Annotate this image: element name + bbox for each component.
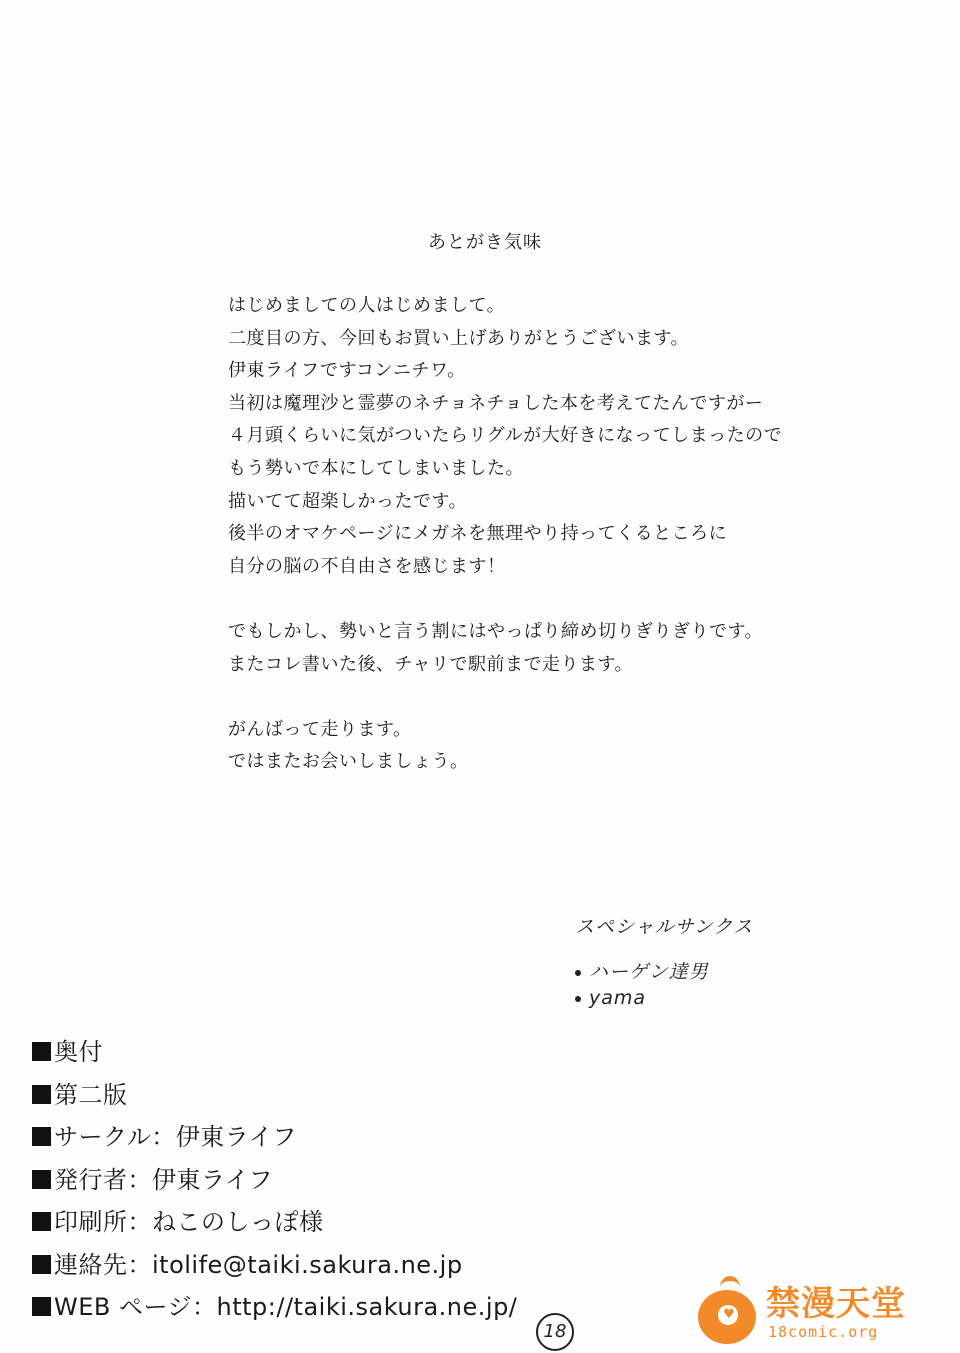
special-thanks-name: yama [589,987,647,1009]
colophon-row [32,1075,517,1118]
black-square-icon [32,1212,51,1231]
colophon-row [32,1202,517,1245]
colophon-text: 奥付 [54,1038,103,1066]
colophon-row [32,1245,517,1288]
afterword-line: ４月頭くらいに気がついたらリグルが大好きになってしまったので [228,425,783,447]
afterword-line: はじめましての人はじめまして。 [228,295,506,316]
special-thanks-item [575,987,753,1017]
colophon-text: WEB ページ：http://taiki.sakura.ne.jp/ [54,1293,518,1321]
afterword-line: ではまたお会いしましょう。 [228,751,469,773]
colophon-row [32,1160,517,1203]
watermark-url: 18comic.org [768,1323,879,1341]
colophon-text: 発行者：伊東ライフ [54,1165,274,1194]
afterword-title: あとがき気味 [428,232,542,253]
colophon-row [32,1117,517,1160]
afterword-line: 自分の脳の不自由さを感じます！ [228,555,506,577]
black-square-icon [32,1170,51,1189]
afterword-line: もう勢いで本にしてしまいました。 [228,457,524,479]
black-square-icon [32,1127,51,1146]
watermark-logo [698,1276,928,1346]
afterword-body [228,290,848,779]
paragraph-gap [228,583,848,616]
afterword-line: 後半のオマケページにメガネを無理やり持ってくるところに [228,523,728,545]
afterword-line: 伊東ライフですコンニチワ。 [228,360,466,382]
afterword-line: がんばって走ります。 [228,718,412,740]
page-number: 18 [536,1313,574,1351]
colophon-text: 印刷所：ねこのしっぽ様 [54,1208,324,1236]
colophon-text: 第二版 [54,1080,128,1109]
colophon-text: 連絡先：itolife@taiki.sakura.ne.jp [54,1250,463,1279]
special-thanks-item [575,957,753,987]
afterword-line: 描いてて超楽しかったです。 [228,490,468,512]
afterword-line: またコレ書いた後、チャリで駅前まで走ります。 [228,653,634,675]
bullet-icon [575,970,581,976]
mascot-tail-icon [720,1276,740,1299]
special-thanks [575,912,753,1017]
black-square-icon [32,1042,51,1061]
watermark-title: 禁漫天堂 [766,1284,906,1324]
afterword-line: 当初は魔理沙と霊夢のネチョネチョした本を考えてたんですがー [228,392,764,414]
heart-icon: ♥ [723,1307,735,1322]
special-thanks-title: スペシャルサンクス [575,916,754,938]
paragraph-gap [228,681,848,714]
black-square-icon [32,1255,51,1274]
colophon-text: サークル：伊東ライフ [54,1123,297,1151]
afterword-line: 二度目の方、今回もお買い上げありがとうございます。 [228,327,690,349]
colophon-row [32,1032,517,1075]
colophon [32,1032,517,1330]
bullet-icon [575,996,581,1002]
black-square-icon [32,1085,51,1104]
special-thanks-name: ハーゲン達男 [589,961,709,983]
black-square-icon [32,1297,51,1316]
colophon-row [32,1287,517,1330]
afterword-line: でもしかし、勢いと言う割にはやっぱり締め切りぎりぎりです。 [228,620,764,642]
